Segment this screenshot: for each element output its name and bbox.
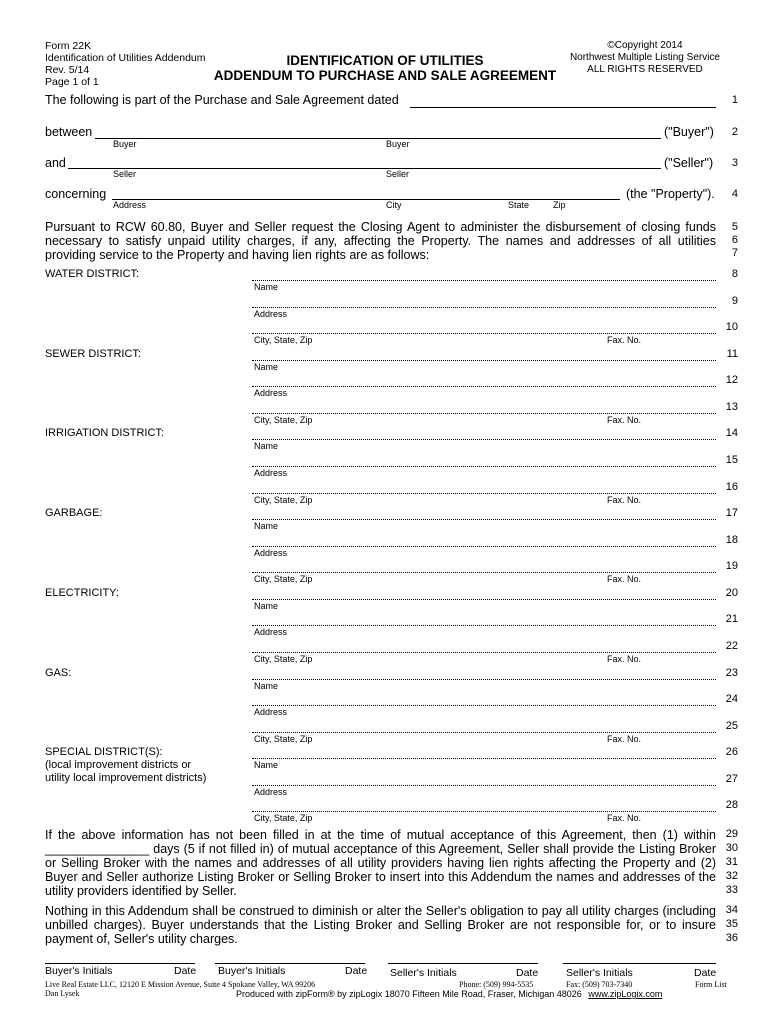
field-caption: Address xyxy=(254,786,288,797)
fax-caption: Fax. No. xyxy=(607,335,642,346)
between-label: between xyxy=(45,125,93,139)
copyright-block xyxy=(570,40,720,76)
pursuant-paragraph: Pursuant to RCW 60.80, Buyer and Seller request the Closing Agent to administer the disbursement of closing funds necessary to satisfy unpaid utility charges, if any, affecting the Property. The names and addresses of all utilities providing service to the Property and having lien rights are as follows: xyxy=(45,220,716,262)
fax-caption: Fax. No. xyxy=(607,654,642,664)
district-address-field[interactable] xyxy=(252,466,716,467)
document-title-line1: IDENTIFICATION OF UTILITIES xyxy=(286,53,484,68)
buyer-caption: Buyer xyxy=(386,139,410,149)
zip-caption: Zip xyxy=(553,200,566,210)
line-number: 24 xyxy=(725,693,738,706)
field-caption: Address xyxy=(254,388,288,399)
district-name-field[interactable] xyxy=(252,679,716,680)
fax-caption: Fax. No. xyxy=(607,574,642,585)
field-caption: City, State, Zip xyxy=(254,654,313,664)
seller-initials-caption: Seller's Initials xyxy=(566,967,633,979)
line-number: 30 xyxy=(725,842,738,854)
field-caption: Name xyxy=(254,760,279,771)
field-caption: City, State, Zip xyxy=(254,414,313,425)
state-caption: State xyxy=(508,200,530,210)
line-number: 34 xyxy=(725,904,738,916)
fax-caption: Fax. No. xyxy=(607,733,642,744)
line-number: 35 xyxy=(725,918,738,930)
district-city-state-zip-field[interactable] xyxy=(252,811,716,812)
field-caption: City, State, Zip xyxy=(254,813,313,824)
district-sublabel: (local improvement districts or xyxy=(45,759,192,772)
office-info: Live Real Estate LLC, 12120 E Mission Avenue, Suite 4 Spokane Valley, WA 99206 xyxy=(45,980,316,989)
district-name-field[interactable] xyxy=(252,280,716,281)
date-caption: Date xyxy=(174,965,197,977)
office-phone: Phone: (509) 994-5535 xyxy=(459,980,534,989)
field-caption: Address xyxy=(254,547,288,558)
line-number: 22 xyxy=(725,640,738,652)
field-caption: Address xyxy=(254,627,288,638)
field-caption: Address xyxy=(254,707,288,718)
ziplogix-link[interactable]: www.zipLogix.com xyxy=(588,989,663,999)
line-number: 20 xyxy=(725,586,738,599)
buyer-initials-field[interactable] xyxy=(45,963,195,964)
produced-by-notice xyxy=(236,989,662,999)
document-title-line2: ADDENDUM TO PURCHASE AND SALE AGREEMENT xyxy=(213,68,557,83)
line-number: 19 xyxy=(725,560,738,573)
line-number: 12 xyxy=(725,374,738,387)
agreement-dated-label: The following is part of the Purchase and Sale Agreement dated xyxy=(45,93,399,107)
line-number: 23 xyxy=(725,666,738,679)
field-caption: Name xyxy=(254,521,279,532)
district-sublabel: utility local improvement districts) xyxy=(45,772,207,785)
buyer-initials-caption: Buyer's Initials xyxy=(45,965,113,977)
field-caption: City, State, Zip xyxy=(254,335,313,346)
line-number: 17 xyxy=(725,507,738,520)
copyright-org: Northwest Multiple Listing Service xyxy=(569,52,720,63)
line-number: 21 xyxy=(725,613,738,626)
district-label: WATER DISTRICT: xyxy=(45,268,140,280)
district-city-state-zip-field[interactable] xyxy=(252,413,716,414)
page-indicator: Page 1 of 1 xyxy=(45,76,99,88)
concerning-label: concerning xyxy=(45,187,107,201)
buyer-tag: ("Buyer") xyxy=(664,125,714,139)
buyer-initials-field-2[interactable] xyxy=(215,963,365,964)
line-number: 16 xyxy=(725,480,738,493)
district-label: SEWER DISTRICT: xyxy=(45,347,141,360)
seller-caption: Seller xyxy=(113,169,137,179)
seller-tag: ("Seller") xyxy=(664,156,714,170)
line-number: 4 xyxy=(731,188,738,200)
office-fax: Fax: (509) 703-7340 xyxy=(566,980,633,989)
and-label: and xyxy=(45,156,66,170)
seller-caption: Seller xyxy=(386,169,410,179)
line-number: 6 xyxy=(731,234,738,246)
district-label: GARBAGE: xyxy=(45,507,103,520)
field-caption: Name xyxy=(254,680,279,691)
district-city-state-zip-field[interactable] xyxy=(252,493,716,494)
line-number: 14 xyxy=(725,427,738,440)
line-number: 11 xyxy=(726,347,738,360)
seller-names-field[interactable] xyxy=(68,168,661,169)
form-list-label: Form List xyxy=(695,980,727,989)
form-revision: Rev. 5/14 xyxy=(45,64,90,76)
line-number: 9 xyxy=(731,294,738,307)
produced-by-text: Produced with zipForm® by zipLogix 18070 Fifteen Mile Road, Fraser, Michigan 48026 xyxy=(236,989,582,999)
district-address-field[interactable] xyxy=(252,625,716,626)
district-city-state-zip-field[interactable] xyxy=(252,732,716,733)
buyer-names-field[interactable] xyxy=(95,138,661,139)
date-caption: Date xyxy=(694,967,717,979)
field-caption: Name xyxy=(254,600,279,611)
line-number: 31 xyxy=(725,856,738,868)
date-caption: Date xyxy=(516,967,539,979)
seller-initials-field-2[interactable] xyxy=(563,963,716,964)
district-name-field[interactable] xyxy=(252,360,716,361)
line-number: 28 xyxy=(725,799,738,812)
fax-caption: Fax. No. xyxy=(607,494,642,505)
line-number: 29 xyxy=(725,828,738,840)
district-city-state-zip-field[interactable] xyxy=(252,652,716,653)
address-caption: Address xyxy=(113,200,147,210)
field-caption: Address xyxy=(254,308,288,319)
buyer-caption: Buyer xyxy=(113,139,137,149)
line-number: 2 xyxy=(731,126,738,138)
seller-initials-caption: Seller's Initials xyxy=(390,967,457,979)
line-number: 27 xyxy=(725,772,738,785)
fill-in-paragraph: If the above information has not been filled in at the time of mutual acceptance of this Agreement, then (1) within _______________ days (5 if not filled in) of mutual acceptance of this Agreement, Seller shall provide the Listing Broker or Selling Broker with the names and addresses of all utility providers having lien rights affecting the Property and (2) Buyer and Seller authorize Listing Broker or Selling Broker to insert into this Addendum the names and addresses of the utility providers identified by Seller. xyxy=(45,828,716,898)
district-address-field[interactable] xyxy=(252,705,716,706)
field-caption: City, State, Zip xyxy=(254,494,313,505)
line-number: 7 xyxy=(731,247,738,259)
district-name-field[interactable] xyxy=(252,758,716,759)
district-address-field[interactable] xyxy=(252,546,716,547)
agreement-date-field[interactable] xyxy=(410,107,716,108)
district-label: GAS: xyxy=(45,666,72,679)
rights-notice: ALL RIGHTS RESERVED xyxy=(587,64,703,75)
property-address-field[interactable] xyxy=(112,199,620,200)
line-number: 36 xyxy=(725,932,738,944)
field-caption: Address xyxy=(254,468,288,478)
copyright-notice: ©Copyright 2014 xyxy=(607,40,683,51)
district-address-field[interactable] xyxy=(252,785,716,786)
property-tag: (the "Property"). xyxy=(626,187,715,201)
form-number: Form 22K xyxy=(45,40,92,52)
utility-obligation-paragraph: Nothing in this Addendum shall be construed to diminish or alter the Seller's obligation to pay all utility charges (including unbilled charges). Buyer understands that the Listing Broker and Selling Broker are not responsible for, or to insure payment of, Seller's utility charges. xyxy=(45,904,716,946)
district-label: ELECTRICITY: xyxy=(45,586,119,599)
field-caption: Name xyxy=(254,441,279,452)
line-number: 5 xyxy=(731,221,738,233)
line-number: 8 xyxy=(731,268,738,280)
line-number: 26 xyxy=(725,746,738,759)
agent-name: Dan Lysek xyxy=(45,989,80,998)
district-city-state-zip-field[interactable] xyxy=(252,572,716,573)
field-caption: Name xyxy=(254,361,279,372)
field-caption: Name xyxy=(254,282,279,292)
district-city-state-zip-field[interactable] xyxy=(252,333,716,334)
line-number: 1 xyxy=(731,94,738,106)
line-number: 13 xyxy=(725,400,738,413)
city-caption: City xyxy=(386,200,402,210)
line-number: 32 xyxy=(725,870,738,882)
form-name: Identification of Utilities Addendum xyxy=(45,52,206,64)
district-label: IRRIGATION DISTRICT: xyxy=(45,427,164,440)
buyer-initials-caption: Buyer's Initials xyxy=(218,965,286,977)
line-number: 18 xyxy=(725,533,738,546)
district-address-field[interactable] xyxy=(252,307,716,308)
fax-caption: Fax. No. xyxy=(607,813,642,824)
date-caption: Date xyxy=(345,965,368,977)
district-label: SPECIAL DISTRICT(S): xyxy=(45,746,163,759)
seller-initials-field[interactable] xyxy=(388,963,538,964)
line-number: 3 xyxy=(731,157,738,169)
field-caption: City, State, Zip xyxy=(254,574,313,585)
district-name-field[interactable] xyxy=(252,599,716,600)
district-name-field[interactable] xyxy=(252,439,716,440)
line-number: 15 xyxy=(725,454,738,466)
line-number: 10 xyxy=(725,321,738,334)
district-address-field[interactable] xyxy=(252,386,716,387)
line-number: 33 xyxy=(725,884,738,896)
field-caption: City, State, Zip xyxy=(254,733,313,744)
fax-caption: Fax. No. xyxy=(607,414,642,425)
line-number: 25 xyxy=(725,719,738,732)
district-name-field[interactable] xyxy=(252,519,716,520)
